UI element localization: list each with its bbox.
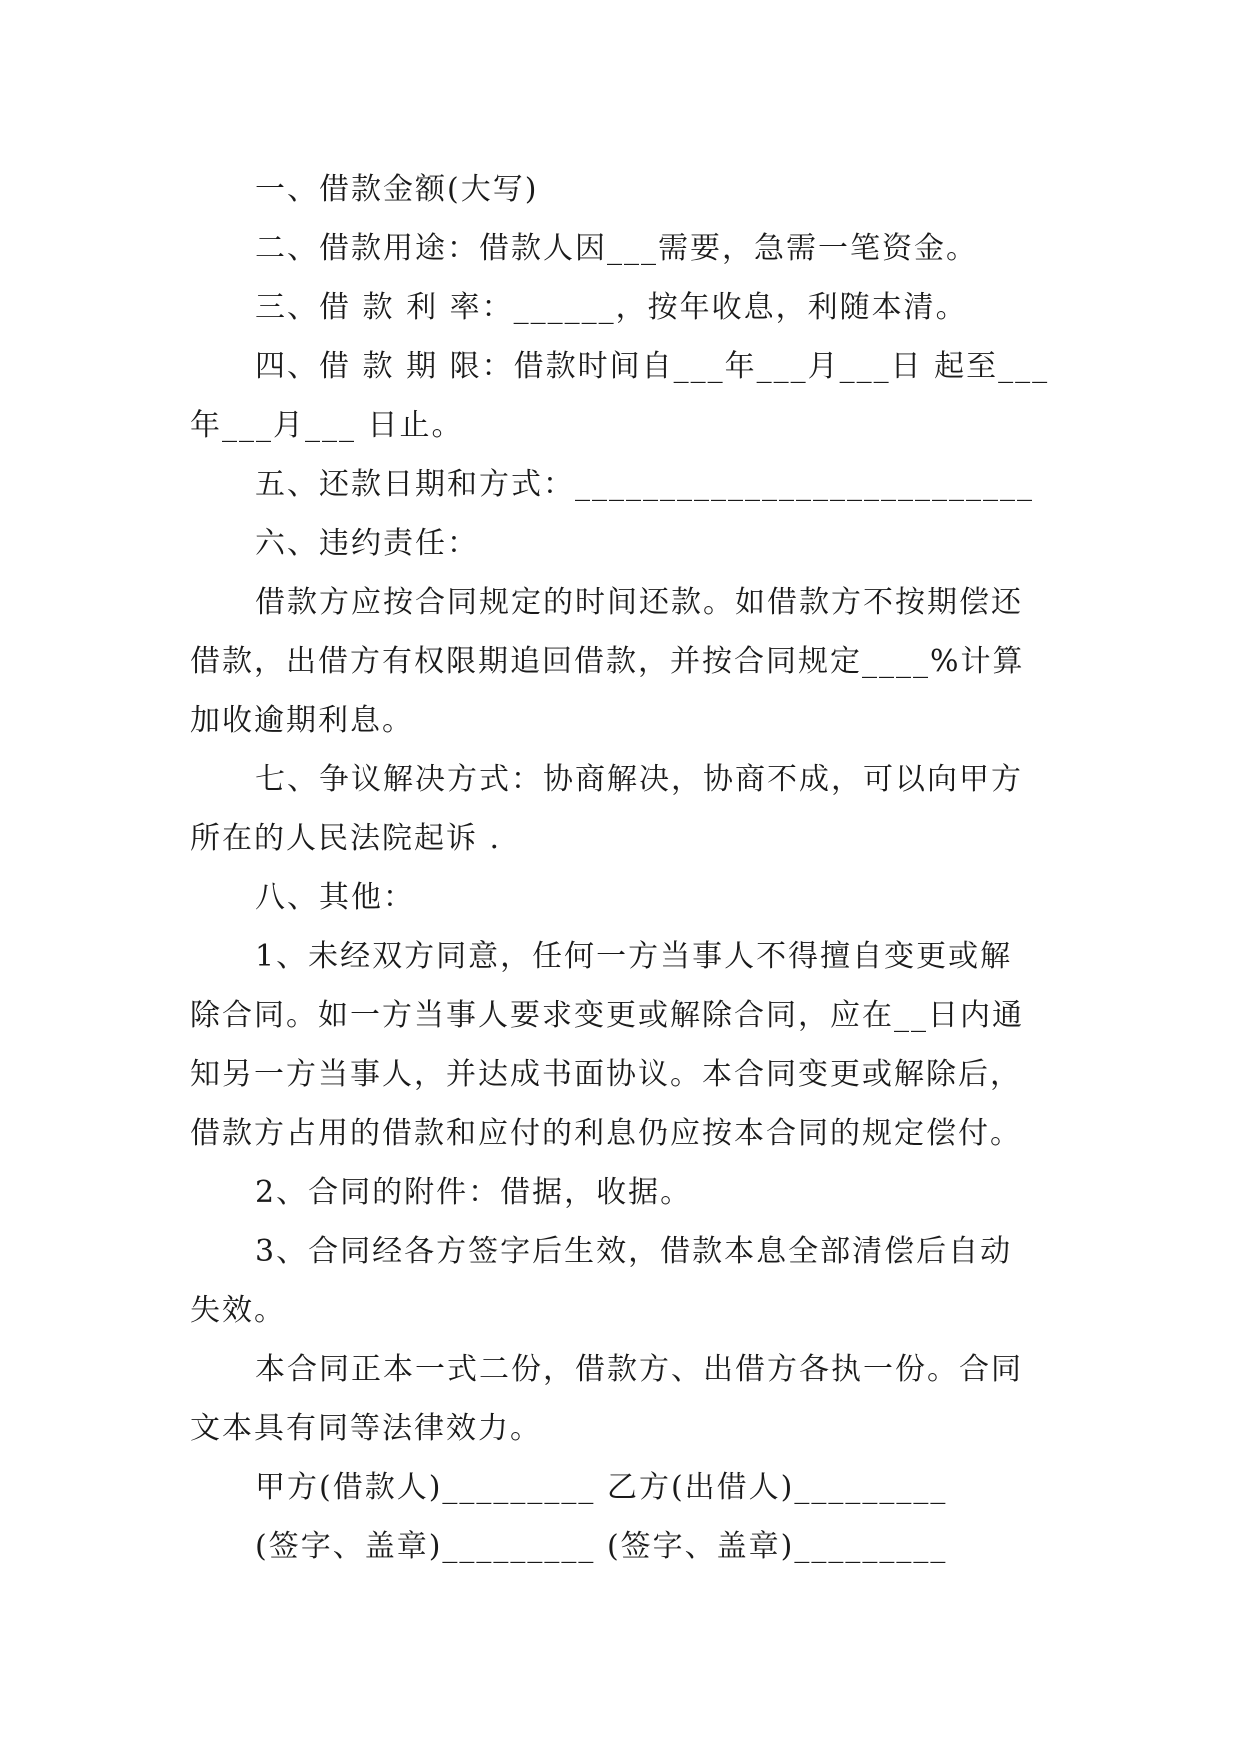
other-item-1-line: 除合同。如一方当事人要求变更或解除合同，应在__日内通 [190, 998, 1024, 1033]
other-item-1-line: 知另一方当事人，并达成书面协议。本合同变更或解除后， [190, 1057, 1022, 1092]
copies-note-line: 本合同正本一式二份，借款方、出借方各执一份。合同 [255, 1352, 1023, 1387]
breach-text-line: 加收逾期利息。 [190, 703, 414, 738]
clause-breach-heading: 六、违约责任： [255, 526, 479, 561]
clause-loan-term-continued: 年___月___ 日止。 [190, 408, 464, 443]
clause-dispute: 七、争议解决方式：协商解决，协商不成，可以向甲方 [255, 762, 1023, 797]
clause-interest-rate: 三、借 款 利 率：______，按年收息，利随本清。 [255, 290, 968, 325]
clause-loan-purpose: 二、借款用途：借款人因___需要，急需一笔资金。 [255, 231, 978, 266]
clause-repayment: 五、还款日期和方式：___________________________ [255, 467, 1034, 502]
signature-seal: (签字、盖章)_________ (签字、盖章)_________ [255, 1529, 948, 1564]
clause-loan-term: 四、借 款 期 限：借款时间自___年___月___日 起至___ [255, 349, 1050, 384]
breach-text-line: 借款，出借方有权限期追回借款，并按合同规定____%计算 [190, 644, 1025, 679]
other-item-1-line: 1、未经双方同意，任何一方当事人不得擅自变更或解 [255, 939, 1013, 974]
clause-other-heading: 八、其他： [255, 880, 415, 915]
other-item-3-line: 3、合同经各方签字后生效，借款本息全部清偿后自动 [255, 1234, 1013, 1269]
other-item-3-line: 失效。 [190, 1293, 286, 1328]
breach-text-line: 借款方应按合同规定的时间还款。如借款方不按期偿还 [255, 585, 1023, 620]
clause-loan-amount: 一、借款金额(大写) [255, 172, 539, 207]
document-body [190, 160, 1070, 1576]
other-item-2: 2、合同的附件：借据，收据。 [255, 1175, 693, 1210]
signature-parties: 甲方(借款人)_________ 乙方(出借人)_________ [255, 1470, 948, 1505]
copies-note-line: 文本具有同等法律效力。 [190, 1411, 542, 1446]
clause-dispute-continued: 所在的人民法院起诉 . [190, 821, 502, 856]
other-item-1-line: 借款方占用的借款和应付的利息仍应按本合同的规定偿付。 [190, 1116, 1022, 1151]
